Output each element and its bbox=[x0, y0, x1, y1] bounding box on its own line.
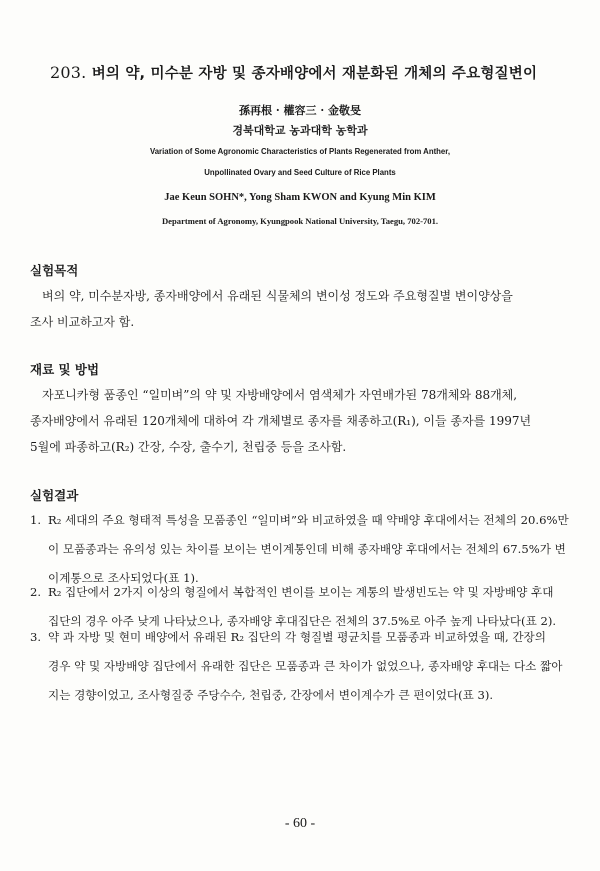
page-number: - 60 - bbox=[284, 816, 316, 831]
english-title bbox=[0, 141, 600, 183]
result-item-2-line-2: 집단의 경우 아주 낮게 나타났으나, 종자배양 후대집단은 전체의 37.5%로 아주 높게 나타났다(표 2). bbox=[48, 614, 557, 628]
result-item-2-line-1: R₂ 집단에서 2가지 이상의 형질에서 복합적인 변이를 보이는 계통의 발생빈도는 약 및 자방배양 후대 bbox=[48, 585, 554, 599]
result-item-1-line-2: 이 모품종과는 유의성 있는 차이를 보이는 변이계통인데 비해 종자배양 후대에서는 전체의 67.5%가 변 bbox=[48, 542, 566, 556]
methods-line-2: 종자배양에서 유래된 120개체에 대하여 각 개체별로 종자를 채종하고(R₁), 이들 종자를 1997년 bbox=[30, 414, 532, 428]
section-heading-purpose: 실험목적 bbox=[30, 263, 79, 278]
result-item-3-line-2: 경우 약 및 자방배양 집단에서 유래한 집단은 모품종과 큰 차이가 없었으나, 종자배양 후대는 다소 짧아 bbox=[48, 659, 563, 673]
purpose-line-2: 조사 비교하고자 함. bbox=[30, 315, 135, 329]
methods-line-1: 자포니카형 품종인 “일미벼”의 약 및 자방배양에서 염색체가 자연배가된 78개체와 88개체, bbox=[42, 388, 518, 402]
affiliation-korean: 경북대학교 농과대학 농학과 bbox=[232, 124, 368, 137]
authors-korean: 孫再根 · 權容三 · 金敬旻 bbox=[239, 104, 361, 117]
result-item-3-number: 3. bbox=[30, 630, 42, 644]
korean-title-text: 벼의 약, 미수분 자방 및 종자배양에서 재분화된 개체의 주요형질변이 bbox=[91, 66, 538, 82]
purpose-paragraph bbox=[30, 283, 570, 335]
methods-paragraph bbox=[30, 382, 570, 460]
abstract-number: 203. bbox=[50, 63, 87, 82]
section-heading-results: 실험결과 bbox=[30, 488, 79, 503]
result-item-3 bbox=[30, 623, 570, 710]
purpose-line-1: 벼의 약, 미수분자방, 종자배양에서 유래된 식물체의 변이성 정도와 주요형질별 변이양상을 bbox=[42, 289, 513, 303]
result-item-2-number: 2. bbox=[30, 585, 42, 599]
result-item-1-line-3: 이계통으로 조사되었다(표 1). bbox=[48, 571, 199, 585]
english-title-line-1: Variation of Some Agronomic Characteristics of Plants Regenerated from Anther, bbox=[149, 147, 451, 156]
result-item-1-number: 1. bbox=[30, 513, 42, 527]
korean-title bbox=[50, 62, 570, 83]
methods-line-3: 5월에 파종하고(R₂) 간장, 수장, 출수기, 천립중 등을 조사함. bbox=[30, 440, 347, 454]
authors-english: Jae Keun SOHN*, Yong Sham KWON and Kyung Min KIM bbox=[164, 192, 436, 203]
result-item-3-line-1: 약 과 자방 및 현미 배양에서 유래된 R₂ 집단의 각 형질별 평균치를 모품종과 비교하였을 때, 간장의 bbox=[48, 630, 546, 644]
result-item-3-line-3: 지는 경향이었고, 조사형질중 주당수수, 천립중, 간장에서 변이계수가 큰 편이었다(표 3). bbox=[48, 688, 494, 702]
result-item-1-line-1: R₂ 세대의 주요 형태적 특성을 모품종인 “일미벼”와 비교하였을 때 약배양 후대에서는 전체의 20.6%만 bbox=[48, 513, 569, 527]
english-title-line-2: Unpollinated Ovary and Seed Culture of Rice Plants bbox=[204, 168, 396, 177]
section-heading-methods: 재료 및 방법 bbox=[30, 362, 100, 377]
affiliation-english: Department of Agronomy, Kyungpook National University, Taegu, 702-701. bbox=[161, 216, 439, 226]
